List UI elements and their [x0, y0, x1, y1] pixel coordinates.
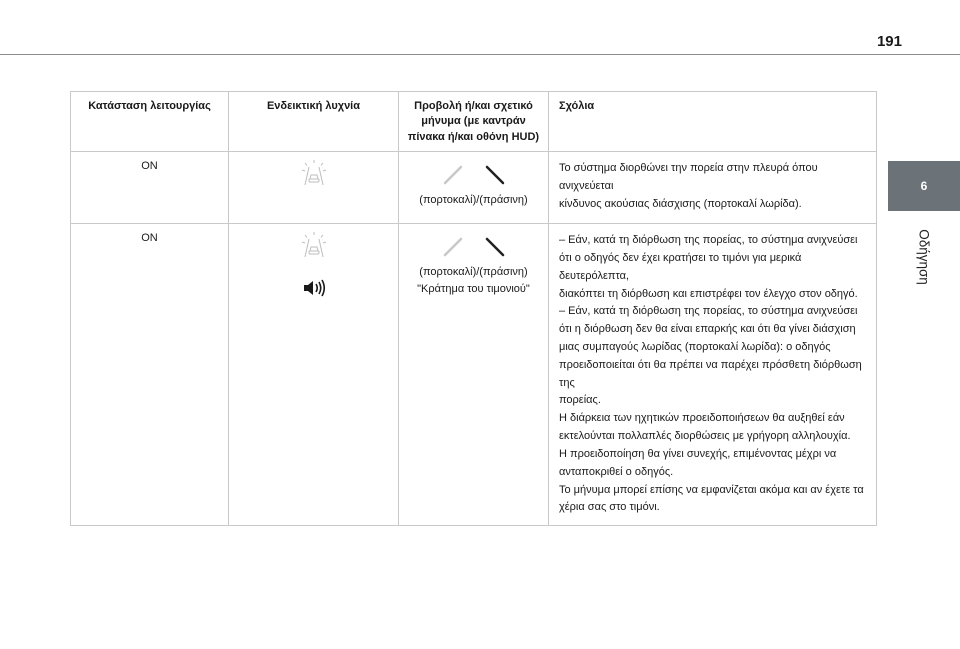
- lamp-cell: [229, 152, 399, 224]
- chapter-number: 6: [920, 179, 928, 193]
- right-lane-marking-icon: [484, 164, 506, 186]
- chapter-label: [902, 222, 946, 292]
- display-cell: [399, 224, 549, 526]
- table-row: [71, 224, 877, 526]
- comment-line: ότι η διόρθωση δεν θα είναι επαρκής και ότι θα γίνει διάσχιση: [559, 323, 856, 336]
- state-cell: ON: [71, 152, 229, 224]
- header-rule: [0, 54, 960, 55]
- left-lane-marking-icon: [442, 236, 464, 258]
- header-display: Προβολή ή/και σχετικό μήνυμα (με καντράν πίνακα ή/και οθόνη HUD): [399, 92, 549, 152]
- status-table: [70, 91, 877, 526]
- lane-markings: [399, 164, 548, 186]
- comment-line: ότι ο οδηγός δεν έχει κρατήσει το τιμόνι για μερικά δευτερόλεπτα,: [559, 251, 802, 282]
- table-header-row: [71, 92, 877, 152]
- chapter-tab: [888, 161, 960, 211]
- speaker-sound-icon: [302, 278, 326, 298]
- comment-line: διακόπτει τη διόρθωση και επιστρέφει τον έλεγχο στον οδηγό.: [559, 287, 858, 300]
- comment-line: – Εάν, κατά τη διόρθωση της πορείας, το σύστημα ανιχνεύσει: [559, 234, 858, 247]
- comment-line: Το μήνυμα μπορεί επίσης να εμφανίζεται ακόμα και αν έχετε τα: [559, 483, 864, 496]
- header-lamp: Ενδεικτική λυχνία: [229, 92, 399, 152]
- comments-cell: [549, 152, 877, 224]
- comment-line: μιας συμπαγούς λωρίδας (πορτοκαλί λωρίδα): ο οδηγός: [559, 341, 831, 354]
- display-text: (πορτοκαλί)/(πράσινη): [419, 194, 528, 207]
- comment-line: προειδοποιείται ότι θα πρέπει να παρέχει πρόσθετη διόρθωση της: [559, 358, 862, 389]
- comment-line: χέρια σας στο τιμόνι.: [559, 501, 660, 514]
- display-message: "Κράτημα του τιμονιού": [417, 282, 530, 295]
- right-lane-marking-icon: [484, 236, 506, 258]
- lane-markings: [399, 236, 548, 258]
- lane-keep-warning-lamp-icon: [299, 158, 329, 188]
- comment-line: Η διάρκεια των ηχητικών προειδοποιήσεων θα αυξηθεί εάν: [559, 412, 845, 425]
- comment-line: πορείας.: [559, 394, 601, 407]
- left-lane-marking-icon: [442, 164, 464, 186]
- header-comments: Σχόλια: [549, 92, 877, 152]
- page-number: 191: [876, 33, 902, 50]
- table-row: [71, 152, 877, 224]
- comment-line: – Εάν, κατά τη διόρθωση της πορείας, το σύστημα ανιχνεύσει: [559, 305, 858, 318]
- comment-line: Το σύστημα διορθώνει την πορεία στην πλευρά όπου ανιχνεύεται: [559, 162, 818, 192]
- header-state: Κατάσταση λειτουργίας: [71, 92, 229, 152]
- display-cell: [399, 152, 549, 224]
- comment-line: Η προειδοποίηση θα γίνει συνεχής, επιμένοντας μέχρι να: [559, 447, 837, 460]
- comment-line: εκτελούνται πολλαπλές διορθώσεις με γρήγορη αλληλουχία.: [559, 430, 851, 443]
- lamp-cell: [229, 224, 399, 526]
- lane-keep-warning-lamp-icon: [299, 230, 329, 260]
- comment-line: ανταποκριθεί ο οδηγός.: [559, 465, 674, 478]
- comments-cell: [549, 224, 877, 526]
- chapter-label-text: Οδήγηση: [916, 229, 932, 285]
- display-text: (πορτοκαλί)/(πράσινη): [419, 266, 528, 279]
- state-cell: ON: [71, 224, 229, 526]
- comment-line: κίνδυνος ακούσιας διάσχισης (πορτοκαλί λωρίδα).: [559, 197, 802, 210]
